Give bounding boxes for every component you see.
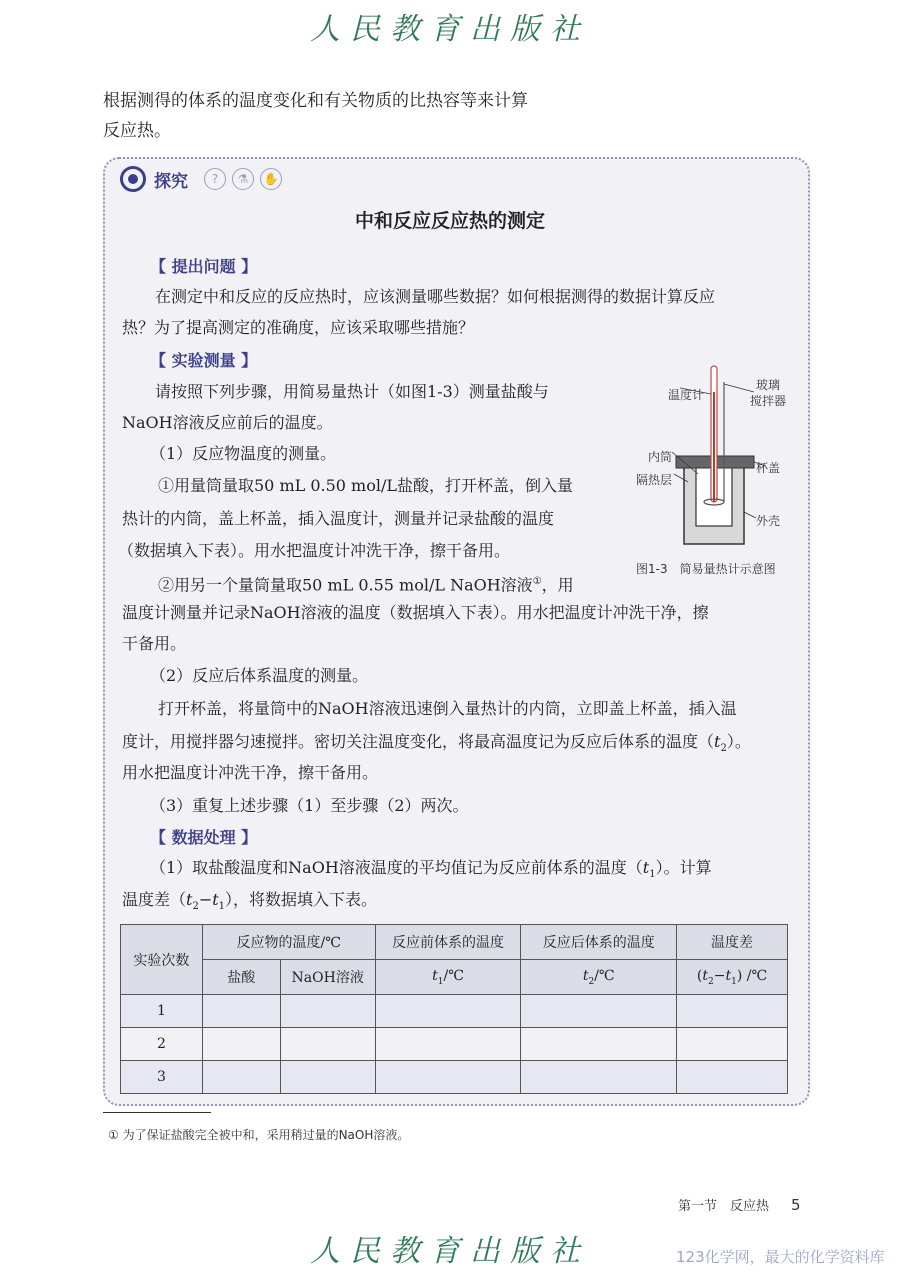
footer-section: 第一节 反应热: [678, 1199, 770, 1214]
text-segment: ）。计算: [655, 858, 712, 877]
empty-cell[interactable]: [375, 995, 521, 1028]
empty-cell[interactable]: [280, 995, 375, 1028]
question-text-2: [122, 312, 792, 343]
text-segment: ②用另一个量筒量取50 mL 0.55 mol/L NaOH溶液: [158, 575, 533, 595]
question-icon: ?: [204, 168, 226, 190]
watermark: 123化学网，最大的化学资料库: [676, 1248, 885, 1266]
trial-number: 2: [121, 1028, 203, 1061]
footnote-mark: ①: [532, 576, 542, 587]
publisher-logo: 人民教育出版社: [310, 12, 590, 47]
heading-question: 【 提出问题 】: [150, 257, 258, 276]
data-table: [120, 924, 788, 1094]
reaction-line-3: 用水把温度计冲洗干净，擦干备用。: [122, 763, 379, 782]
step-1-title: （1）反应物温度的测量。: [150, 444, 337, 463]
footnote-divider: [103, 1112, 211, 1113]
step-1-line-1: ①用量筒量取50 mL 0.50 mol/L盐酸，打开杯盖，倒入量: [158, 476, 573, 495]
measure-line-2: NaOH溶液反应前后的温度。: [122, 413, 333, 432]
label-stirrer-1: 玻璃: [756, 378, 781, 392]
heading-data: 【 数据处理 】: [150, 828, 258, 847]
label-inner: 内筒: [648, 450, 673, 464]
label-thermometer: 温度计: [668, 388, 705, 402]
empty-cell[interactable]: [202, 1028, 280, 1061]
publisher-logo-bottom: 人民教育出版社: [310, 1234, 590, 1269]
explore-label: 探究: [154, 171, 188, 192]
reaction-line-1: 打开杯盖，将量筒中的NaOH溶液迅速倒入量热计的内筒，立即盖上杯盖，插入温: [158, 699, 737, 718]
table-row: [121, 1061, 788, 1094]
header-t2-t1: $(t_2-t_1)$ /℃: [677, 960, 788, 995]
empty-cell[interactable]: [677, 995, 788, 1028]
explore-header: [120, 164, 282, 194]
explore-icons: [204, 168, 282, 190]
var-t: t: [642, 858, 650, 877]
empty-cell[interactable]: [375, 1028, 521, 1061]
empty-cell[interactable]: [521, 1028, 677, 1061]
intro-line: 反应热。: [103, 121, 171, 141]
text-line: 在测定中和反应的反应热时，应该测量哪些数据？如何根据测得的数据计算反应: [155, 287, 716, 306]
page-footer: [678, 1195, 801, 1214]
step-1-line-3: （数据填入下表）。用水把温度计冲洗干净，擦干备用。: [118, 541, 511, 560]
step-1-line-2: 热计的内筒，盖上杯盖，插入温度计，测量并记录盐酸的温度: [122, 509, 555, 528]
var-sub: 1: [649, 869, 656, 881]
text-segment: 度计，用搅拌器匀速搅拌。密切关注温度变化，将最高温度记为反应后体系的温度（: [122, 732, 715, 751]
label-shell: 外壳: [756, 514, 781, 528]
text-segment: 温度差（: [122, 890, 187, 909]
section-title: 中和反应反应热的测定: [354, 210, 545, 232]
table-row: [121, 1028, 788, 1061]
empty-cell[interactable]: [280, 1061, 375, 1094]
data-line-2: 温度差$(t_2-t_1)$，将数据填入下表。: [122, 890, 378, 913]
header-diff: 温度差: [677, 925, 788, 960]
table-row: [121, 995, 788, 1028]
figure-caption: 图1-3 简易量热计示意图: [636, 562, 776, 576]
header-after: 反应后体系的温度: [521, 925, 677, 960]
step-3-title: （3）重复上述步骤（1）至步骤（2）两次。: [150, 796, 469, 815]
header-trial: 实验次数: [121, 925, 203, 995]
text-line: 热？为了提高测定的准确度，应该采取哪些措施？: [122, 318, 475, 337]
header-t1: $t_1/℃$: [375, 960, 521, 995]
header-reactant: 反应物的温度/℃: [202, 925, 375, 960]
heading-measure: 【 实验测量 】: [150, 351, 258, 370]
question-text: [155, 281, 795, 312]
empty-cell[interactable]: [521, 1061, 677, 1094]
empty-cell[interactable]: [677, 1061, 788, 1094]
step-2-line-2: 温度计测量并记录NaOH溶液的温度（数据填入下表）。用水把温度计冲洗干净，擦: [122, 603, 709, 622]
trial-number: 3: [121, 1061, 203, 1094]
header-t2: $t_2/℃$: [521, 960, 677, 995]
hand-icon: ✋: [260, 168, 282, 190]
trial-number: 1: [121, 995, 203, 1028]
step-2-line-3: 干备用。: [122, 634, 187, 653]
step-2-title: （2）反应后体系温度的测量。: [150, 666, 369, 685]
flask-icon: ⚗: [232, 168, 254, 190]
empty-cell[interactable]: [677, 1028, 788, 1061]
step-2-line-1: [158, 566, 574, 600]
header-hcl: 盐酸: [202, 960, 280, 995]
header-naoh: NaOH溶液: [280, 960, 375, 995]
var-t: t: [714, 732, 721, 751]
text-segment: ）。: [726, 732, 751, 751]
label-lid: 杯盖: [756, 461, 781, 475]
intro-line: 根据测得的体系的温度变化和有关物质的比热容等来计算: [103, 91, 528, 111]
text-segment: ），将数据填入下表。: [225, 890, 378, 909]
empty-cell[interactable]: [521, 995, 677, 1028]
empty-cell[interactable]: [202, 1061, 280, 1094]
label-insulation: 隔热层: [636, 473, 673, 487]
text-segment: （1）取盐酸温度和NaOH溶液温度的平均值记为反应前体系的温度（: [150, 858, 643, 877]
empty-cell[interactable]: [202, 995, 280, 1028]
footnote: ① 为了保证盐酸完全被中和，采用稍过量的NaOH溶液。: [108, 1128, 410, 1142]
page-number: 5: [791, 1196, 801, 1214]
target-icon: [120, 166, 146, 192]
measure-line-1: 请按照下列步骤，用简易量热计（如图1-3）测量盐酸与: [155, 382, 549, 401]
empty-cell[interactable]: [280, 1028, 375, 1061]
text-segment: ，用: [541, 575, 574, 595]
label-stirrer-2: 搅拌器: [750, 394, 787, 408]
empty-cell[interactable]: [375, 1061, 521, 1094]
intro-text: [103, 86, 583, 146]
var-sub: 2: [720, 743, 727, 755]
header-before: 反应前体系的温度: [375, 925, 521, 960]
